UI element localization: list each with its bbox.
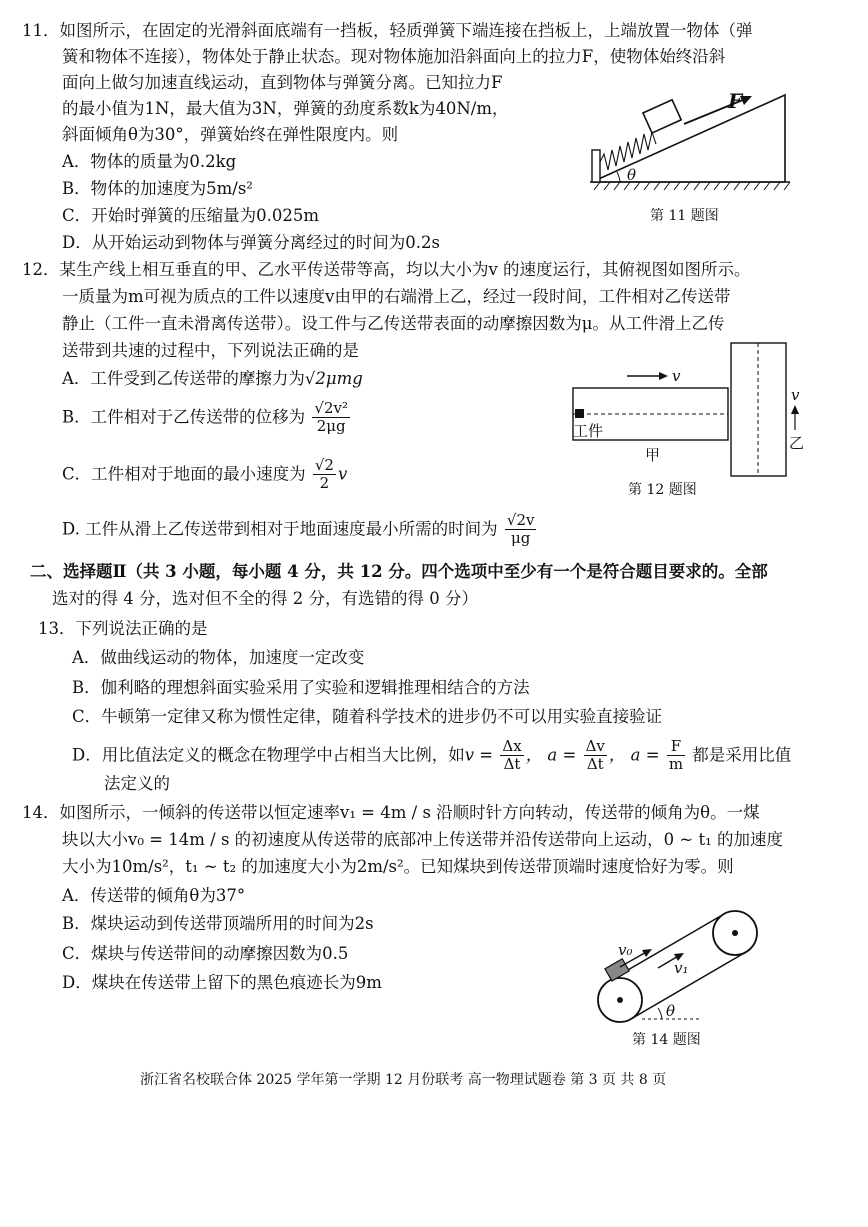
q11-line5: 斜面倾角θ为30°，弹簧始终在弹性限度内。则 [62,125,399,144]
q12-line2: 一质量为m可视为质点的工件以速度v由甲的右端滑上乙，经过一段时间，工件相对乙传送带 [62,287,731,306]
q11-incline-figure [580,89,795,192]
arrow-up-icon [791,405,799,414]
q12-option-d-fraction [505,512,537,548]
fraction-denominator: m [668,755,684,774]
workpiece-marker [575,409,584,418]
belt-angle-label: θ [666,1002,676,1020]
jia-label: 甲 [645,446,661,464]
block [643,100,681,133]
q14-option-b: B．煤块运动到传送带顶端所用的时间为2s [62,914,374,933]
q11-line1: 11．如图所示，在固定的光滑斜面底端有一挡板，轻质弹簧下端连接在挡板上，上端放置一物体（弹 [22,21,753,40]
q13-option-d-line2: 法定义的 [104,774,170,793]
q12-option-a [62,369,363,390]
q14-line1: 14．如图所示，一倾斜的传送带以恒定速率v₁ = 4m / s 沿顺时针方向转动，传送带的倾角为θ。一煤 [22,803,760,822]
angle-label: θ [627,166,637,184]
q12-figure-caption: 第 12 题图 [628,482,697,498]
q11-line3: 面向上做匀加速直线运动，直到物体与弹簧分离。已知拉力F [62,73,503,92]
fraction-denominator: 2 [319,474,330,493]
section2-heading-line1: 二、选择题Ⅱ（共 3 小题，每小题 4 分，共 12 分。四个选项中至少有一个是符合题目要求的。全部 [30,562,768,581]
fraction-numerator: √2v [506,511,535,529]
velocity-label-right: v [791,386,800,404]
q12-option-a-text: A．工件受到乙传送带的摩擦力为 [62,369,305,388]
q11-figure-caption: 第 11 题图 [650,208,719,224]
q12-option-b [62,400,352,436]
q11-option-b: B．物体的加速度为5m/s² [62,179,253,198]
fraction-numerator: Δv [585,737,605,755]
v0-label: v₀ [618,941,633,959]
velocity-label-top: v [672,367,681,385]
q13-option-c: C．牛顿第一定律又称为惯性定律，随着科学技术的进步仍不可以用实验直接验证 [72,707,663,726]
q13-a-eq-1: ， a = [525,745,577,765]
q12-option-c [62,457,347,493]
q14-line2: 块以大小v₀ = 14m / s 的初速度从传送带的底部冲上传送带并沿传送带向上运动，0 ~ t₁ 的加速度 [62,830,783,849]
q11-line4: 的最小值为1N，最大值为3N，弹簧的劲度系数k为40N/m， [62,99,509,118]
q14-belt-figure [590,905,780,1030]
spring-icon [600,132,656,170]
q12-option-c-fraction [313,457,336,493]
q13-a-eq-2: ， a = [608,745,660,765]
q12-line1: 12．某生产线上相互垂直的甲、乙水平传送带等高，均以大小为v 的速度运行，其俯视图如图所示。 [22,260,751,279]
section2-heading-line2: 选对的得 4 分，选对但不全的得 2 分，有选错的得 0 分） [52,589,478,608]
q13-option-d [72,738,791,774]
q13-fraction-3 [667,738,685,774]
force-label: F [728,89,743,113]
q14-option-c: C．煤块与传送带间的动摩擦因数为0.5 [62,944,349,963]
q14-figure-caption: 第 14 题图 [632,1032,701,1048]
q11-line2: 簧和物体不连接），物体处于静止状态。现对物体施加沿斜面向上的拉力F，使物体始终沿斜 [62,47,726,66]
coal-block [605,959,629,981]
q13-stem: 13．下列说法正确的是 [38,619,208,638]
q13-option-a: A．做曲线运动的物体，加速度一定改变 [72,648,365,667]
q13-option-b: B．伽利略的理想斜面实验采用了实验和逻辑推理相结合的方法 [72,678,530,697]
q12-option-d [62,512,538,548]
q14-option-d: D．煤块在传送带上留下的黑色痕迹长为9m [62,973,382,992]
q11-option-a: A．物体的质量为0.2kg [62,152,237,171]
q13-option-d-text: D．用比值法定义的概念在物理学中占相当大比例，如 [72,745,465,765]
arrow-right-icon [659,372,668,380]
q12-line3: 静止（工件一直未滑离传送带）。设工件与乙传送带表面的动摩擦因数为μ。从工件滑上乙传 [62,314,725,333]
q12-option-b-text: B．工件相对于乙传送带的位移为 [62,407,306,427]
q12-option-b-fraction [312,400,350,436]
q13-fraction-2 [584,738,607,774]
fraction-denominator: Δt [586,755,604,774]
workpiece-label: 工件 [573,422,604,440]
fraction-denominator: 2μg [316,417,346,436]
fraction-numerator: √2 [314,456,334,474]
q12-option-c-suffix: v [337,464,348,484]
q11-option-c: C．开始时弹簧的压缩量为0.025m [62,206,320,225]
fraction-numerator: Δx [502,737,522,755]
fraction-numerator: √2v² [314,399,348,417]
fraction-denominator: μg [511,529,531,548]
q13-v-eq: v = [464,745,494,765]
q13-fraction-1 [500,738,523,774]
q12-line4: 送带到共速的过程中，下列说法正确的是 [62,341,359,360]
v1-label: v₁ [674,959,689,977]
fraction-numerator: F [667,738,685,756]
q13-option-d-suffix: 都是采用比值 [692,745,792,765]
q12-conveyor-figure [565,338,805,478]
fraction-denominator: Δt [503,755,521,774]
q11-option-d: D．从开始运动到物体与弹簧分离经过的时间为0.2s [62,233,440,252]
q14-line3: 大小为10m/s²，t₁ ~ t₂ 的加速度大小为2m/s²。已知煤块到传送带顶端时速度恰好为零。则 [62,857,734,876]
q14-option-a: A．传送带的倾角θ为37° [62,886,246,905]
page-footer: 浙江省名校联合体 2025 学年第一学期 12 月份联考 高一物理试题卷 第 3 页 共 8 页 [140,1072,667,1088]
q12-option-d-text: D. 工件从滑上乙传送带到相对于地面速度最小所需的时间为 [62,519,498,539]
yi-label: 乙 [789,434,805,452]
q12-option-c-text: C．工件相对于地面的最小速度为 [62,464,306,484]
q12-option-a-expr: √2μmg [304,369,363,388]
